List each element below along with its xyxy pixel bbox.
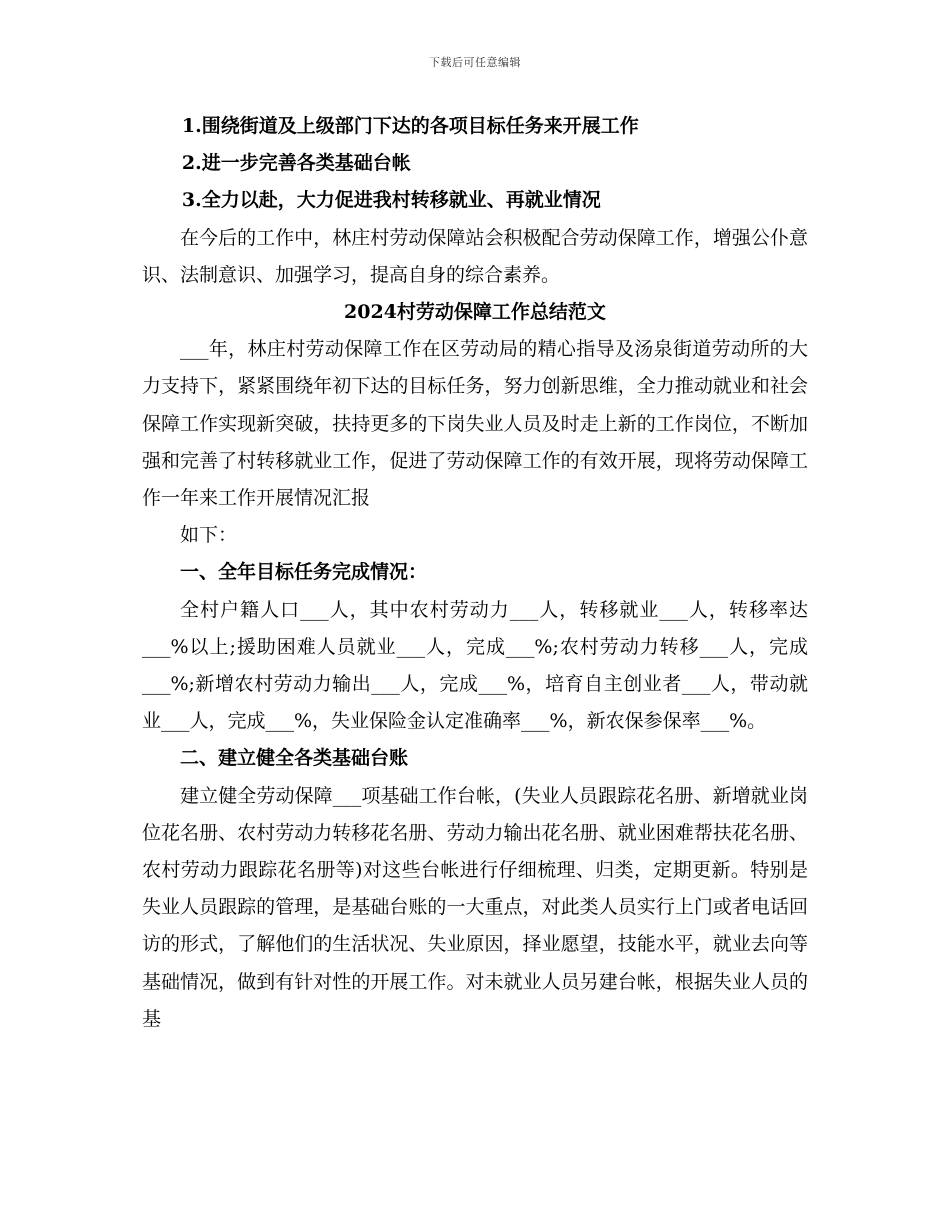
heading-ledgers: 二、建立健全各类基础台账: [180, 747, 409, 770]
intro-paragraph: ___年，林庄村劳动保障工作在区劳动局的精心指导及汤泉街道劳动所的大力支持下，紧紧围绕年初下达的目标任务，努力创新思维，全力推动就业和社会保障工作实现新突破，扶持更多的下岗失业人员及时走上新的工作岗位，不断加强和完善了村转移就业工作，促进了劳动保障工作的有效开展，现将劳动保障工作一年来工作开展情况汇报: [142, 338, 808, 510]
page-header-note: 下载后可任意编辑: [429, 56, 521, 69]
heading-targets: 一、全年目标任务完成情况：: [180, 561, 428, 584]
intro-suffix: 如下：: [180, 524, 238, 547]
paragraph-targets: 全村户籍人口___人，其中农村劳动力___人，转移就业___人，转移率达___%以上;援助困难人员就业___人，完成___%;农村劳动力转移___人，完成___%;新增农村劳动力输出___人，完成___%，培育自主创业者___人，带动就业___人，完成___%，失业保险金认定准确率___%，新农保参保率___%。: [142, 598, 808, 733]
document-body: [142, 108, 808, 1038]
paragraph-ledgers: 建立健全劳动保障___项基础工作台帐，(失业人员跟踪花名册、新增就业岗位花名册、农村劳动力转移花名册、劳动力输出花名册、就业困难帮扶花名册、农村劳动力跟踪花名册等)对这些台帐进行仔细梳理、归类，定期更新。特别是失业人员跟踪的管理，是基础台账的一大重点，对此类人员实行上门或者电话回访的形式，了解他们的生活状况、失业原因，择业愿望，技能水平，就业去向等基础情况，做到有针对性的开展工作。对未就业人员另建台帐，根据失业人员的基: [142, 784, 808, 1030]
section-title: 2024村劳动保障工作总结范文: [344, 301, 606, 324]
closing-paragraph: 在今后的工作中，林庄村劳动保障站会积极配合劳动保障工作，增强公仆意识、法制意识、加强学习，提高自身的综合素养。: [142, 226, 808, 286]
list-item-2: 2.进一步完善各类基础台帐: [181, 152, 411, 175]
list-item-1: 1.围绕街道及上级部门下达的各项目标任务来开展工作: [181, 115, 639, 137]
list-item-3: 3.全力以赴，大力促进我村转移就业、再就业情况: [181, 189, 601, 212]
